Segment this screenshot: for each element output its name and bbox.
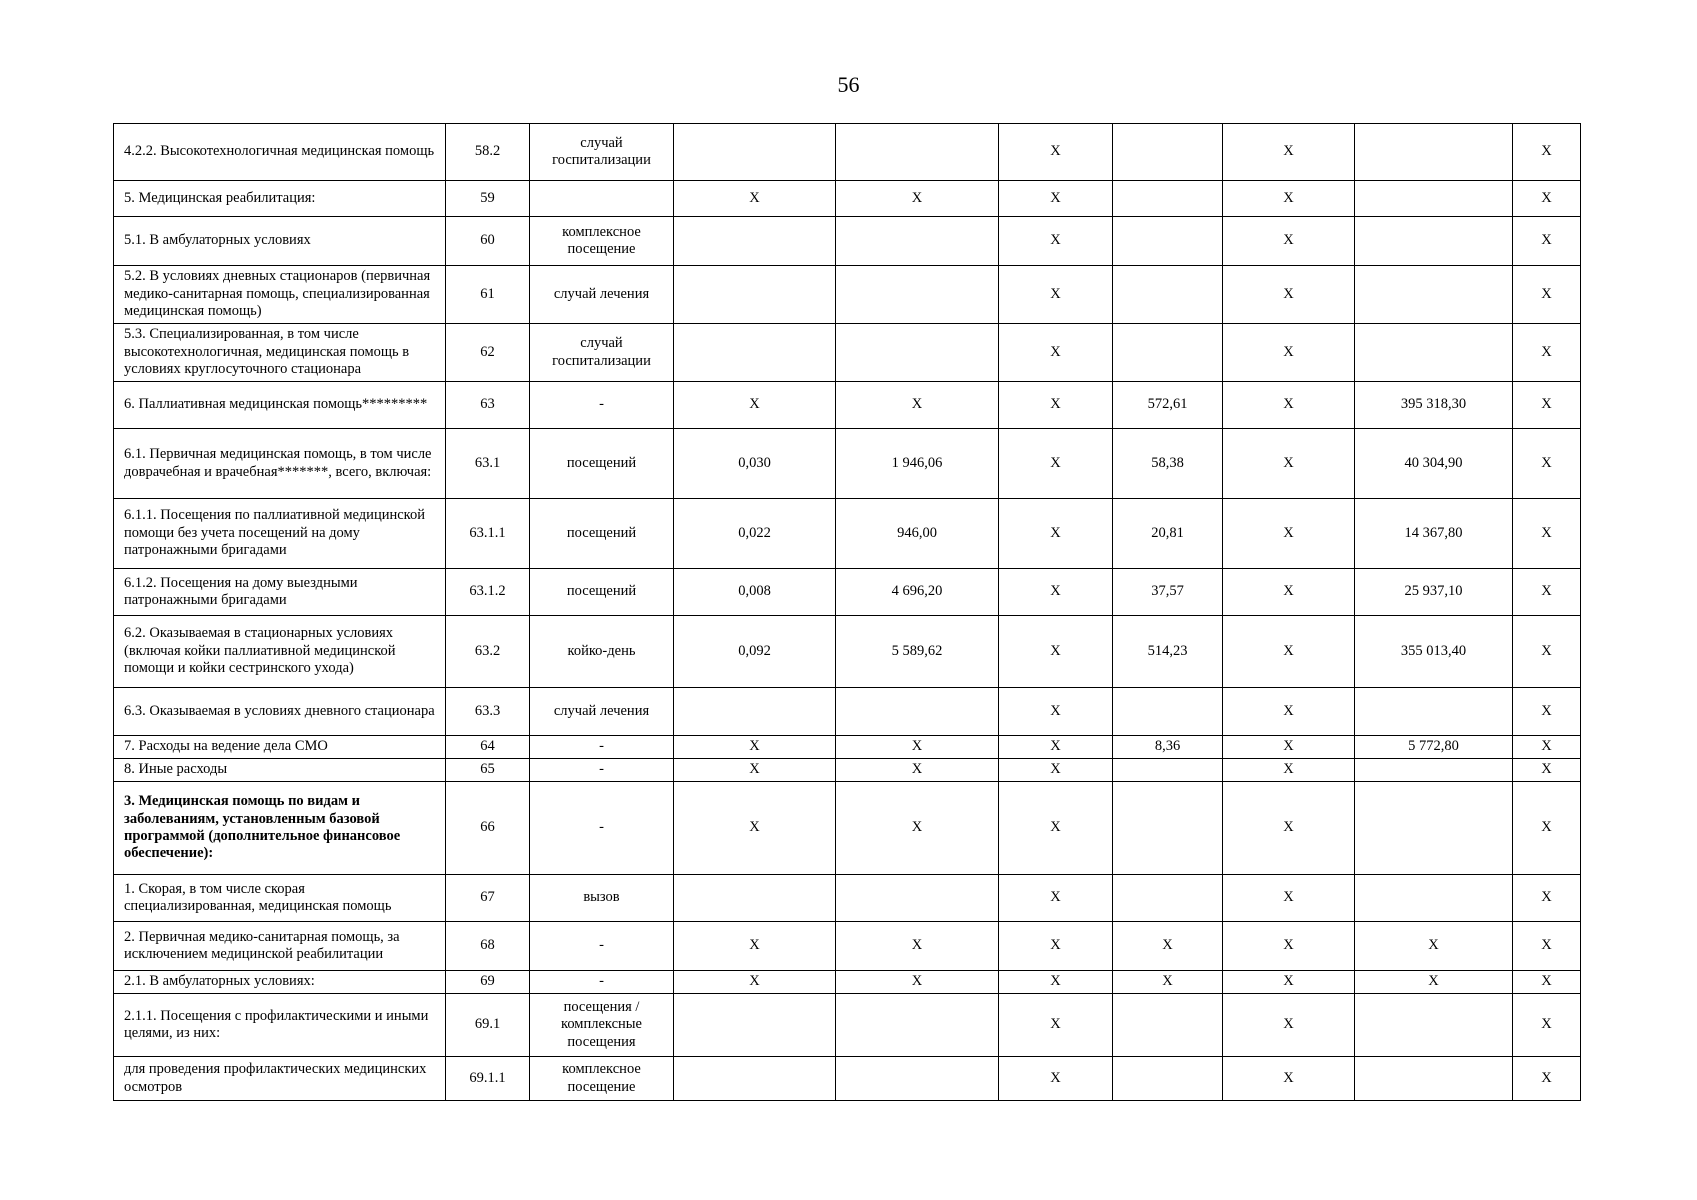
cost-cell <box>836 266 999 324</box>
x-cell: X <box>1223 616 1355 688</box>
row-unit-cell: посещения / комплексные посещения <box>530 994 674 1057</box>
row-unit-cell <box>530 181 674 217</box>
row-unit-cell: - <box>530 382 674 429</box>
x-cell: X <box>1223 688 1355 736</box>
per-capita-cell <box>1113 782 1223 875</box>
x-cell: X <box>1513 382 1581 429</box>
x-cell: X <box>1223 569 1355 616</box>
volume-cell: X <box>674 181 836 217</box>
per-capita-cell <box>1113 994 1223 1057</box>
row-unit-cell: случай госпитализации <box>530 124 674 181</box>
amount-cell <box>1355 875 1513 922</box>
x-cell: X <box>1223 499 1355 569</box>
volume-cell <box>674 124 836 181</box>
x-cell: X <box>1513 875 1581 922</box>
volume-cell <box>674 875 836 922</box>
table-row <box>114 994 1581 1057</box>
per-capita-cell <box>1113 324 1223 382</box>
x-cell: X <box>999 736 1113 759</box>
x-cell: X <box>1223 971 1355 994</box>
amount-cell <box>1355 688 1513 736</box>
amount-cell <box>1355 266 1513 324</box>
table-row <box>114 499 1581 569</box>
volume-cell: X <box>674 782 836 875</box>
table-row <box>114 688 1581 736</box>
amount-cell: 40 304,90 <box>1355 429 1513 499</box>
per-capita-cell: 572,61 <box>1113 382 1223 429</box>
per-capita-cell <box>1113 1057 1223 1101</box>
x-cell: X <box>1513 324 1581 382</box>
x-cell: X <box>1513 124 1581 181</box>
cost-cell <box>836 688 999 736</box>
cost-cell <box>836 1057 999 1101</box>
table-row <box>114 324 1581 382</box>
x-cell: X <box>999 1057 1113 1101</box>
cost-cell: 1 946,06 <box>836 429 999 499</box>
cost-cell: X <box>836 782 999 875</box>
amount-cell <box>1355 181 1513 217</box>
row-code-cell: 59 <box>446 181 530 217</box>
volume-cell <box>674 994 836 1057</box>
row-code-cell: 61 <box>446 266 530 324</box>
data-table <box>113 123 1581 1101</box>
cost-cell: 946,00 <box>836 499 999 569</box>
table-row <box>114 382 1581 429</box>
x-cell: X <box>1513 688 1581 736</box>
cost-cell: X <box>836 922 999 971</box>
cost-cell: X <box>836 971 999 994</box>
table-row <box>114 875 1581 922</box>
row-name-cell: 1. Скорая, в том числе скорая специализированная, медицинская помощь <box>114 875 446 922</box>
volume-cell: X <box>674 759 836 782</box>
x-cell: X <box>999 124 1113 181</box>
amount-cell: 355 013,40 <box>1355 616 1513 688</box>
x-cell: X <box>999 971 1113 994</box>
row-unit-cell: случай госпитализации <box>530 324 674 382</box>
x-cell: X <box>999 616 1113 688</box>
x-cell: X <box>1223 994 1355 1057</box>
cost-cell <box>836 324 999 382</box>
row-unit-cell: - <box>530 971 674 994</box>
row-unit-cell: вызов <box>530 875 674 922</box>
x-cell: X <box>1513 266 1581 324</box>
row-unit-cell: случай лечения <box>530 688 674 736</box>
x-cell: X <box>1223 217 1355 266</box>
cost-cell: X <box>836 759 999 782</box>
amount-cell: X <box>1355 971 1513 994</box>
row-code-cell: 63.1 <box>446 429 530 499</box>
volume-cell: 0,022 <box>674 499 836 569</box>
amount-cell <box>1355 217 1513 266</box>
row-name-cell: 4.2.2. Высокотехнологичная медицинская помощь <box>114 124 446 181</box>
amount-cell: 395 318,30 <box>1355 382 1513 429</box>
x-cell: X <box>1223 181 1355 217</box>
row-name-cell: 5.2. В условиях дневных стационаров (первичная медико-санитарная помощь, специализированная медицинская помощь) <box>114 266 446 324</box>
table-row <box>114 1057 1581 1101</box>
row-unit-cell: - <box>530 759 674 782</box>
volume-cell: X <box>674 971 836 994</box>
per-capita-cell: 37,57 <box>1113 569 1223 616</box>
volume-cell <box>674 1057 836 1101</box>
cost-cell: X <box>836 382 999 429</box>
amount-cell: X <box>1355 922 1513 971</box>
table-row <box>114 971 1581 994</box>
x-cell: X <box>999 382 1113 429</box>
x-cell: X <box>1513 217 1581 266</box>
x-cell: X <box>999 875 1113 922</box>
per-capita-cell <box>1113 875 1223 922</box>
x-cell: X <box>1223 382 1355 429</box>
row-unit-cell: - <box>530 736 674 759</box>
row-unit-cell: комплексное посещение <box>530 217 674 266</box>
per-capita-cell: 8,36 <box>1113 736 1223 759</box>
cost-cell: 5 589,62 <box>836 616 999 688</box>
table-row <box>114 736 1581 759</box>
row-unit-cell: посещений <box>530 569 674 616</box>
table-row <box>114 217 1581 266</box>
cost-cell: 4 696,20 <box>836 569 999 616</box>
x-cell: X <box>999 429 1113 499</box>
x-cell: X <box>1513 1057 1581 1101</box>
row-name-cell: 6.3. Оказываемая в условиях дневного стационара <box>114 688 446 736</box>
page-number: 56 <box>837 72 860 97</box>
row-name-cell: для проведения профилактических медицинских осмотров <box>114 1057 446 1101</box>
row-code-cell: 68 <box>446 922 530 971</box>
row-code-cell: 65 <box>446 759 530 782</box>
table-row <box>114 569 1581 616</box>
table-row <box>114 782 1581 875</box>
x-cell: X <box>1513 616 1581 688</box>
volume-cell <box>674 217 836 266</box>
amount-cell <box>1355 1057 1513 1101</box>
per-capita-cell <box>1113 266 1223 324</box>
x-cell: X <box>1223 736 1355 759</box>
volume-cell: X <box>674 736 836 759</box>
row-name-cell: 2.1. В амбулаторных условиях: <box>114 971 446 994</box>
x-cell: X <box>999 569 1113 616</box>
x-cell: X <box>1513 759 1581 782</box>
table-body <box>114 124 1581 1101</box>
x-cell: X <box>999 688 1113 736</box>
table-row <box>114 124 1581 181</box>
row-name-cell: 6.1. Первичная медицинская помощь, в том числе доврачебная и врачебная*******, всего, включая: <box>114 429 446 499</box>
x-cell: X <box>1223 1057 1355 1101</box>
row-unit-cell: случай лечения <box>530 266 674 324</box>
cost-cell: X <box>836 736 999 759</box>
row-code-cell: 63.1.1 <box>446 499 530 569</box>
row-name-cell: 2. Первичная медико-санитарная помощь, за исключением медицинской реабилитации <box>114 922 446 971</box>
x-cell: X <box>1513 569 1581 616</box>
row-code-cell: 60 <box>446 217 530 266</box>
row-name-cell: 2.1.1. Посещения с профилактическими и иными целями, из них: <box>114 994 446 1057</box>
row-name-cell: 6.1.2. Посещения на дому выездными патронажными бригадами <box>114 569 446 616</box>
row-code-cell: 69 <box>446 971 530 994</box>
cost-cell <box>836 217 999 266</box>
row-name-cell: 5.1. В амбулаторных условиях <box>114 217 446 266</box>
row-name-cell: 6.2. Оказываемая в стационарных условиях (включая койки паллиативной медицинской помощи и койки сестринского ухода) <box>114 616 446 688</box>
x-cell: X <box>999 782 1113 875</box>
per-capita-cell: 20,81 <box>1113 499 1223 569</box>
table-row <box>114 181 1581 217</box>
x-cell: X <box>999 181 1113 217</box>
x-cell: X <box>999 994 1113 1057</box>
volume-cell <box>674 266 836 324</box>
volume-cell <box>674 324 836 382</box>
x-cell: X <box>999 759 1113 782</box>
row-code-cell: 69.1 <box>446 994 530 1057</box>
volume-cell: 0,008 <box>674 569 836 616</box>
volume-cell: X <box>674 382 836 429</box>
row-code-cell: 63 <box>446 382 530 429</box>
cost-cell <box>836 994 999 1057</box>
row-code-cell: 64 <box>446 736 530 759</box>
per-capita-cell: 58,38 <box>1113 429 1223 499</box>
amount-cell: 25 937,10 <box>1355 569 1513 616</box>
row-name-cell: 5. Медицинская реабилитация: <box>114 181 446 217</box>
x-cell: X <box>1223 782 1355 875</box>
table-row <box>114 616 1581 688</box>
amount-cell: 5 772,80 <box>1355 736 1513 759</box>
table-row <box>114 759 1581 782</box>
x-cell: X <box>1223 875 1355 922</box>
volume-cell: 0,092 <box>674 616 836 688</box>
row-unit-cell: комплексное посещение <box>530 1057 674 1101</box>
x-cell: X <box>999 922 1113 971</box>
row-unit-cell: - <box>530 782 674 875</box>
x-cell: X <box>1223 266 1355 324</box>
row-unit-cell: посещений <box>530 429 674 499</box>
volume-cell <box>674 688 836 736</box>
row-unit-cell: посещений <box>530 499 674 569</box>
x-cell: X <box>1513 181 1581 217</box>
table-row <box>114 429 1581 499</box>
per-capita-cell: X <box>1113 971 1223 994</box>
per-capita-cell <box>1113 759 1223 782</box>
row-code-cell: 62 <box>446 324 530 382</box>
x-cell: X <box>999 266 1113 324</box>
x-cell: X <box>1223 759 1355 782</box>
row-name-cell: 5.3. Специализированная, в том числе высокотехнологичная, медицинская помощь в условиях круглосуточного стационара <box>114 324 446 382</box>
x-cell: X <box>1513 971 1581 994</box>
row-name-cell: 6. Паллиативная медицинская помощь********* <box>114 382 446 429</box>
x-cell: X <box>1223 124 1355 181</box>
per-capita-cell: 514,23 <box>1113 616 1223 688</box>
row-code-cell: 66 <box>446 782 530 875</box>
amount-cell <box>1355 759 1513 782</box>
row-unit-cell: - <box>530 922 674 971</box>
row-code-cell: 63.1.2 <box>446 569 530 616</box>
amount-cell <box>1355 324 1513 382</box>
x-cell: X <box>1513 736 1581 759</box>
amount-cell: 14 367,80 <box>1355 499 1513 569</box>
volume-cell: X <box>674 922 836 971</box>
cost-cell: X <box>836 181 999 217</box>
cost-cell <box>836 875 999 922</box>
row-code-cell: 58.2 <box>446 124 530 181</box>
row-unit-cell: койко-день <box>530 616 674 688</box>
per-capita-cell <box>1113 217 1223 266</box>
per-capita-cell <box>1113 124 1223 181</box>
volume-cell: 0,030 <box>674 429 836 499</box>
row-name-cell: 7. Расходы на ведение дела СМО <box>114 736 446 759</box>
cost-cell <box>836 124 999 181</box>
row-name-cell: 6.1.1. Посещения по паллиативной медицинской помощи без учета посещений на дому патронажными бригадами <box>114 499 446 569</box>
x-cell: X <box>1513 499 1581 569</box>
x-cell: X <box>999 217 1113 266</box>
table-row <box>114 266 1581 324</box>
x-cell: X <box>1513 782 1581 875</box>
row-name-cell: 8. Иные расходы <box>114 759 446 782</box>
row-code-cell: 69.1.1 <box>446 1057 530 1101</box>
x-cell: X <box>1513 994 1581 1057</box>
amount-cell <box>1355 782 1513 875</box>
per-capita-cell <box>1113 181 1223 217</box>
x-cell: X <box>1223 429 1355 499</box>
table-row <box>114 922 1581 971</box>
x-cell: X <box>1223 922 1355 971</box>
row-code-cell: 63.2 <box>446 616 530 688</box>
amount-cell <box>1355 994 1513 1057</box>
row-code-cell: 67 <box>446 875 530 922</box>
x-cell: X <box>1223 324 1355 382</box>
row-code-cell: 63.3 <box>446 688 530 736</box>
row-name-cell: 3. Медицинская помощь по видам и заболеваниям, установленным базовой программой (дополнительное финансовое обеспечение): <box>114 782 446 875</box>
x-cell: X <box>999 499 1113 569</box>
x-cell: X <box>1513 429 1581 499</box>
x-cell: X <box>999 324 1113 382</box>
per-capita-cell <box>1113 688 1223 736</box>
amount-cell <box>1355 124 1513 181</box>
x-cell: X <box>1513 922 1581 971</box>
per-capita-cell: X <box>1113 922 1223 971</box>
